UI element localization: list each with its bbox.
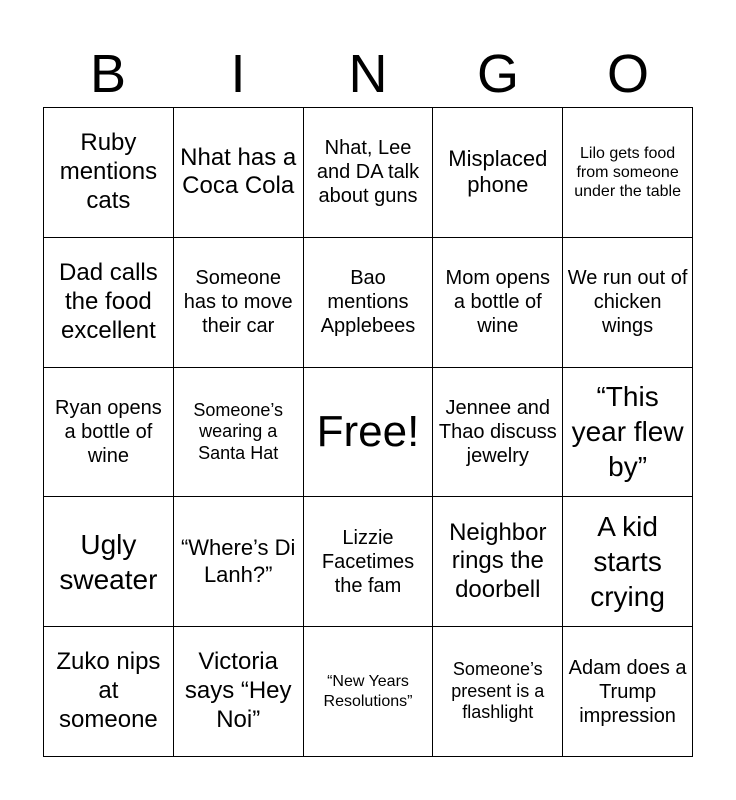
bingo-cell bbox=[563, 497, 693, 627]
bingo-cell bbox=[304, 238, 434, 368]
cell-text: Nhat has a Coca Cola bbox=[180, 143, 297, 200]
cell-text: “New Years Resolutions” bbox=[323, 673, 413, 710]
header-letter-n: N bbox=[348, 44, 388, 104]
bingo-cell bbox=[433, 627, 563, 757]
header-letter-g: G bbox=[476, 44, 519, 104]
bingo-cell bbox=[563, 368, 693, 498]
cell-text: Victoria says “Hey Noi” bbox=[184, 648, 292, 733]
cell-text: Jennee and Thao discuss jewelry bbox=[438, 396, 557, 467]
bingo-cell bbox=[304, 108, 434, 238]
bingo-cell bbox=[433, 108, 563, 238]
bingo-cell bbox=[174, 108, 304, 238]
cell-text: Adam does a Trump impression bbox=[568, 656, 687, 727]
cell-text: Lizzie Facetimes the fam bbox=[321, 526, 415, 597]
bingo-cell bbox=[174, 238, 304, 368]
cell-text: Mom opens a bottle of wine bbox=[445, 267, 551, 338]
cell-text: “Where’s Di Lanh?” bbox=[180, 535, 296, 587]
header-letter-i: I bbox=[230, 44, 246, 104]
cell-text: Misplaced phone bbox=[448, 146, 548, 198]
cell-text: Lilo gets food from someone under the table bbox=[574, 144, 681, 200]
cell-text: Ruby mentions cats bbox=[59, 129, 158, 214]
free-space-label: Free! bbox=[316, 406, 420, 456]
bingo-cell bbox=[433, 497, 563, 627]
bingo-cell bbox=[44, 627, 174, 757]
cell-text: Nhat, Lee and DA talk about guns bbox=[316, 137, 420, 208]
cell-text: Someone’s wearing a Santa Hat bbox=[193, 399, 284, 463]
bingo-cell bbox=[304, 627, 434, 757]
bingo-cell bbox=[433, 238, 563, 368]
cell-text: Ugly sweater bbox=[59, 528, 158, 595]
bingo-cell bbox=[44, 108, 174, 238]
cell-text: We run out of chicken wings bbox=[567, 267, 688, 338]
bingo-cell bbox=[563, 238, 693, 368]
bingo-cell bbox=[174, 497, 304, 627]
header-letter-o: O bbox=[606, 44, 649, 104]
cell-text: Dad calls the food excellent bbox=[59, 259, 158, 344]
bingo-header bbox=[43, 40, 693, 108]
cell-text: Zuko nips at someone bbox=[56, 648, 161, 733]
bingo-cell bbox=[304, 497, 434, 627]
cell-text: Ryan opens a bottle of wine bbox=[55, 396, 162, 467]
bingo-cell bbox=[433, 368, 563, 498]
bingo-cell bbox=[174, 368, 304, 498]
cell-text: “This year flew by” bbox=[571, 381, 684, 483]
cell-text: Someone has to move their car bbox=[183, 267, 293, 338]
bingo-cell bbox=[44, 238, 174, 368]
cell-text: A kid starts crying bbox=[590, 511, 665, 613]
bingo-cell bbox=[174, 627, 304, 757]
bingo-cell bbox=[44, 497, 174, 627]
bingo-board bbox=[43, 107, 693, 757]
header-letter-b: B bbox=[89, 44, 127, 104]
cell-text: Someone’s present is a flashlight bbox=[451, 659, 545, 723]
cell-text: Neighbor rings the doorbell bbox=[449, 518, 547, 604]
bingo-cell bbox=[563, 627, 693, 757]
cell-text: Bao mentions Applebees bbox=[320, 267, 416, 338]
bingo-cell-free bbox=[304, 368, 434, 498]
bingo-cell bbox=[44, 368, 174, 498]
bingo-cell bbox=[563, 108, 693, 238]
